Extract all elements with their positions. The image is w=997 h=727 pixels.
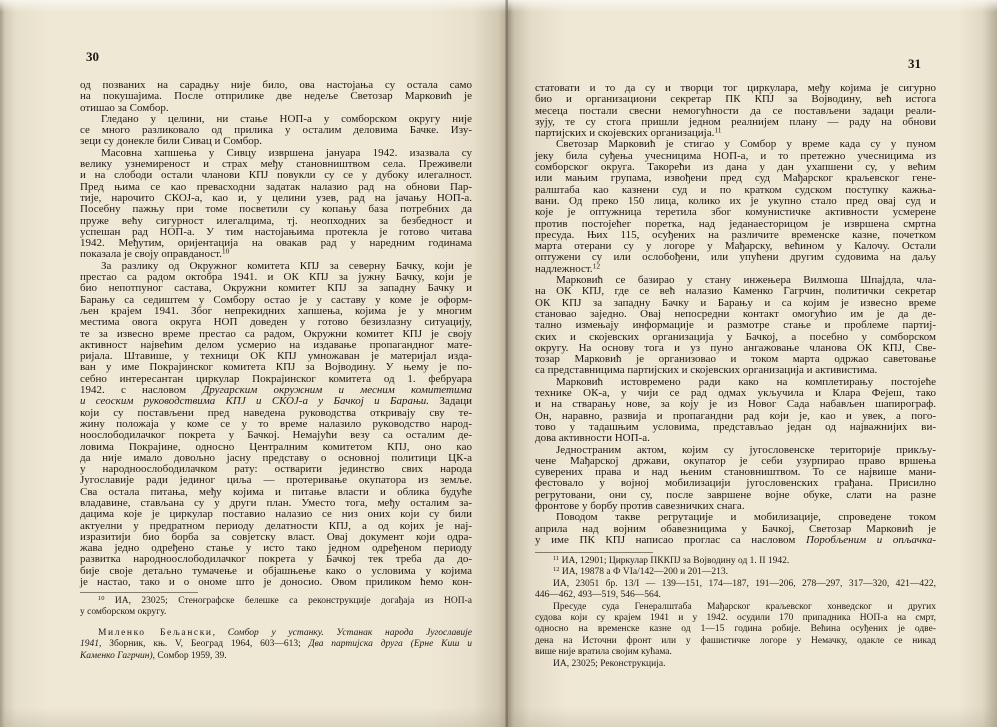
footnote-paragraph (80, 596, 472, 619)
footnote-paragraph (535, 602, 936, 659)
body-paragraph (535, 377, 936, 445)
body-line: од позваних на сарадњу није било, ова настојања су остала само (80, 79, 472, 91)
body-line: развитка народноослободилачког покрета у Бачкој тек треба да до- (80, 553, 472, 566)
footnote-reference: 10 (98, 595, 105, 603)
body-line: активност највећим делом усмерио на издавање пропагандног мате- (80, 338, 472, 351)
body-line: становао заједно. Овај непосредни контакт омогућио им је да де- (535, 307, 936, 320)
emphasized-text: Два партијска друга (Ерне Киш и (308, 639, 472, 650)
text-run: ИА, 19878 а Ф VIa/142—200 и 201—213. (559, 567, 728, 578)
text-run: надлежност. (535, 262, 593, 275)
body-line: на покушајима. После отприлике две недеље Светозар Марковић је (80, 90, 472, 103)
body-line: дацима које је циркулар поставио налазио се низ оних који су били (80, 508, 472, 521)
body-line: ОК КПЈ за западну Бачку и Барању и са којим је извесно време (535, 296, 936, 309)
body-line: Он, наравно, развија и пропагандни рад који је, као и увек, а пого- (535, 409, 936, 422)
body-line: изразитији био борба за совјетску власт. Овај документ који одра- (80, 530, 472, 543)
body-line: Светозар Марковић је стигао у Сомбор у време када су у пуном (556, 138, 936, 151)
footnote-paragraph (80, 628, 472, 662)
footnote-line: више није вратила својим кућама. (535, 647, 672, 658)
body-line: или мањим групама, извођени пред суд Мађарског краљевског гене- (535, 172, 936, 185)
page-number: 30 (86, 49, 99, 64)
body-line: Марковић истовремено ради како на комплетирању постојеће (556, 375, 936, 388)
body-line: Марковић се базирао у стану инжењера Вилмоша Шпајдла, чла- (556, 274, 936, 287)
text-run: ИА, 23025; Стенографске белешке са реконструкције догађаја из НОП-а (104, 596, 472, 606)
body-line: Поводом такве регрутације и мобилизације, спроведене током (556, 511, 936, 524)
body-paragraph (535, 512, 936, 546)
emphasized-text: и сеоским руководствима КПЈ и СКОЈ-а у Бачкој и Барањи. (80, 395, 430, 408)
body-line: зују, те су стога пришли једном реалнијем плану — раду на обнови (535, 115, 936, 128)
body-paragraph (535, 83, 936, 139)
body-line: себно интересантан циркулар Покрајинског комитета од 1. фебруара (80, 372, 472, 385)
body-line: округу. На основу тога и уз пуно ангажовање чланова ОК КПЈ, Све- (535, 341, 936, 354)
footnote-reference: 12 (553, 566, 560, 574)
body-text (80, 80, 472, 588)
body-line: ловима Покрајине, односно Централним комитетом КПЈ, оно као (80, 440, 472, 453)
body-line: жину положаја у коме се у то време налазило руководство народ- (80, 417, 472, 430)
footnote-line (80, 651, 472, 662)
body-paragraph (535, 275, 936, 377)
footnote-line (535, 556, 936, 567)
body-line: и на стварању нове, за коју је из Новог Сада набављен шапирограф. (535, 398, 936, 411)
body-line: Југославије ради јединог циља — протеривање окупатора из земље. (80, 474, 472, 487)
body-line: који су постављени пред наведена руководства откривају сву те- (80, 406, 472, 419)
body-line: оптужени су или ослобођени, или упућени другим судовима на даљу (535, 251, 936, 264)
body-paragraph (80, 80, 472, 114)
body-line: фестовало у војној мобилизацији југословенских грађана. Присилно (535, 477, 936, 490)
body-line: у народноослободилачком рату: остварити јединство свих народа (80, 463, 472, 476)
text-run: показала је своју оправданост. (80, 248, 222, 261)
footnote-paragraph (535, 556, 936, 567)
emphasized-text: Поробљеним и опљачка- (805, 533, 936, 546)
footnotes (80, 596, 472, 662)
body-line: местима овога округа НОП доведен у готово безизлазну ситуацију, (80, 316, 472, 329)
body-line: и на слободи остали чланови КПЈ повукли су се у дубоку илегалност. (80, 169, 472, 182)
footnote-reference: 11 (714, 125, 722, 135)
body-line: које је оптужница теретила због комунистичке активности усмерене (535, 206, 936, 219)
footnotes (535, 556, 936, 670)
body-line: статовати и то да су и творци тог циркулара, међу којима је сигурно (535, 82, 936, 94)
body-line: фронтове у борбу против савезничких снага. (535, 499, 745, 512)
body-line: пруже већу сигурност илегалцима, тј. неопходних за безбедност и (80, 214, 472, 227)
footnote-line (535, 567, 936, 578)
body-paragraph (80, 114, 472, 148)
body-line: ријала. Штавише, у техници ОК КПЈ умножаван је материјал изда- (80, 350, 472, 363)
body-line: технике ОК-а, у чији се рад одмах укључила и Клара Фејеш, тако (535, 387, 936, 400)
body-line: се много разликовало од прилика у осталим деловима Бачке. Изу- (80, 124, 472, 137)
footnote-reference: 11 (553, 555, 560, 563)
text-run: , Сомбор 1959, 39. (152, 650, 227, 661)
body-line: те за извесно време престао са радом, Окружни комитет КПЈ је своју (80, 327, 472, 340)
body-line: тално измењају информације и размотре стање и проблеме партиј- (535, 319, 936, 332)
body-line: Пред њима се као превасходни задатак налазио рад на обнови Пар- (80, 180, 472, 193)
body-line: актуелни у предратном периоду делатности КПЈ, а од којих је нај- (80, 519, 472, 532)
body-paragraph (535, 139, 936, 275)
footnote-reference: 10 (221, 247, 230, 257)
body-paragraph (535, 445, 936, 513)
body-line: био и организациони секретар ПК КПЈ за Војводину, већ истога (535, 93, 936, 106)
footnote-line (80, 628, 472, 639)
footnote-line (80, 596, 472, 607)
body-line: Масовна хапшења у Сивцу извршена јануара 1942. изазвала су (101, 146, 472, 159)
body-line: отишао за Сомбор. (80, 101, 169, 114)
emphasized-text: Миленко Бељански (98, 627, 213, 638)
body-line: пресуда. Њих 115, осуђених на различите временске казне, почетком (535, 228, 936, 241)
footnote-line (80, 639, 472, 650)
right-page (508, 0, 997, 727)
body-line: на ОК КПЈ, где се већ налазио Каменко Гагрчин, политички секретар (535, 285, 936, 298)
text-run: партијских и скојевских организација. (535, 127, 715, 140)
emphasized-text: Другарским окружним и месним комитетима (202, 384, 472, 397)
footnote-paragraph (535, 579, 936, 602)
body-line: ван у име Покрајинског комитета КПЈ за Војводину. У њему је по- (80, 361, 472, 374)
body-line: Једностраним актом, којим су југословенске територије прикљу- (556, 443, 936, 456)
body-paragraph (80, 261, 472, 589)
body-line: суверених права и над њеним становништвом. То се највише мани- (535, 466, 936, 479)
text-run: , (212, 627, 228, 638)
body-line: да није имало довољно јасну представу о основној политици ЦК-а (80, 451, 472, 464)
emphasized-text: 1941 (80, 639, 99, 650)
footnote-line: ИА, 23051 бр. 13/I — 139—151, 174—187, 191—206, 278—297, 317—320, 421—422, (553, 578, 936, 589)
body-line: вани. Од преко 150 лица, колико их је укупно стало пред овај суд и (535, 194, 936, 207)
footnote-line: односно на временске казне од 1—15 година робије. Већина осуђених је одве- (535, 624, 936, 635)
body-line: дова активности НОП-а. (535, 432, 650, 445)
body-line: марта отерани су у логоре у Мађарску, већином у Калочу. Остали (535, 240, 936, 253)
body-line: ских и скојевских организација у Бачкој, а посебно у сомборском (535, 330, 936, 343)
body-line: против постојећег поретка, над једанаесторицом је извршена смртна (535, 217, 936, 230)
footnote-line: Пресуде суда Генералштаба Мађарског краљевског хонведског и других (553, 601, 936, 612)
body-line: је настао, тако и о ономе што је доносио. Овом приликом ћемо кон- (80, 576, 472, 589)
body-text (535, 83, 936, 546)
text-run: ИА, 12901; Циркулар ПККПЈ за Војводину од 1. II 1942. (559, 556, 790, 566)
body-line: ноослободилачког покрета у Бачкој. Немајући везу са осталим де- (80, 429, 472, 442)
body-line: месеца постали свесни немогућности да се постављени задаци реали- (535, 104, 936, 117)
text-run: у име ПК КПЈ написао проглас са насловом (535, 533, 806, 546)
body-line: са представницима партијских и скојевских организација и активистима. (535, 364, 878, 377)
footnote-rule (535, 552, 653, 553)
footnote-line: у сомборском округу. (80, 607, 167, 618)
page-number: 31 (908, 56, 921, 71)
body-line: тије, нарочито СКОЈ-а, као и, у целини узев, рад на јачању НОП-а. (80, 191, 472, 204)
body-line: Посебну пажњу при томе посветили су копању база потребних да (80, 203, 472, 216)
body-line: тозар Марковић је организовао и током марта одржао саветовање (535, 353, 936, 366)
body-line: бије своје детаљно тумачење и објашњење како о условима у којима (80, 564, 472, 577)
body-line: Гледано у целини, ни стање НОП-а у сомборском округу није (101, 112, 472, 125)
body-line: владавине, стављана су у други план. Уместо тога, међу осталим за- (80, 496, 472, 509)
emphasized-text: Сомбор у устанку. Устанак народа Југославије (227, 627, 472, 638)
body-line (80, 396, 472, 407)
text-run: Задаци (429, 395, 472, 408)
body-line: успешан рад НОП-а. У тим настојањима протекла је готово читава (80, 225, 472, 238)
body-line: сомборског округа. Такорећи из дана у дан ухапшени су, у већим (535, 161, 936, 174)
text-run: , Зборник, књ. V, Београд 1964, 603—613; (99, 639, 309, 650)
body-line: био непотпуног састава, Окружни комитет КПЈ за западну Бачку и (80, 282, 472, 295)
footnote-line: судова који су крајем 1941 и у 1942. осудили 170 припадника НОП-а на смрт, (535, 612, 936, 623)
body-line: тово у тадашњим условима, представљао један од најважнијих ви- (535, 420, 936, 433)
footnote-line: дена на Источни фронт или у фашистичке логоре у Немачку, одакле се никад (535, 635, 936, 646)
body-line: Сва остала питања, међу којима и питање власти и облика будуће (80, 485, 472, 498)
emphasized-text: Каменко Гагрчин) (80, 650, 153, 661)
body-line: велику узнемиреност и страх међу становништвом села. Преживели (80, 158, 472, 171)
body-line: априла над војним обавезницима у Бачкој, Светозар Марковић је (535, 522, 936, 535)
body-line: За разлику од Окружног комитета КПЈ за северну Бачку, који је (101, 259, 472, 272)
body-line: жава једно одређено стање у исто тако једном одређеном периоду (80, 542, 472, 555)
footnote-paragraph (535, 567, 936, 578)
footnote-rule (80, 592, 198, 593)
text-run: 1942. с насловом (80, 384, 203, 397)
body-line (535, 535, 936, 546)
body-line: чене Мађарској држави, окупатор је себи узурпирао право вршења (535, 454, 936, 467)
footnote-line: ИА, 23025; Реконструкција. (553, 658, 666, 669)
body-line: зеци су донекле били Сивац и Сомбор. (80, 135, 263, 148)
body-line: 1942. Међутим, оријентација на овакав рад у наредним годинама (80, 237, 472, 250)
body-line: престао са радом октобра 1941. и ОК КПЈ за јужну Бачку, који је (80, 271, 472, 284)
body-line: љен крајем 1941. Због непрекидних хапшења, којима је у многим (80, 304, 472, 317)
body-line: јеку била суђења учесницима НОП-а, и то претежно учесницима из (535, 149, 936, 162)
body-line: регрутовани, они су, после завршене војне обуке, слати на разне (535, 488, 936, 501)
body-line: Барању са седиштем у Сомбору остао је у саставу у коме је оформ- (80, 293, 472, 306)
footnote-reference: 12 (592, 261, 601, 271)
footnote-line: 446—462, 493—519, 546—564. (535, 590, 661, 601)
footnote-paragraph (535, 659, 936, 670)
body-paragraph (80, 148, 472, 261)
body-line: ралштаба као казнени суд и по кратком судском поступку кажња- (535, 183, 936, 196)
